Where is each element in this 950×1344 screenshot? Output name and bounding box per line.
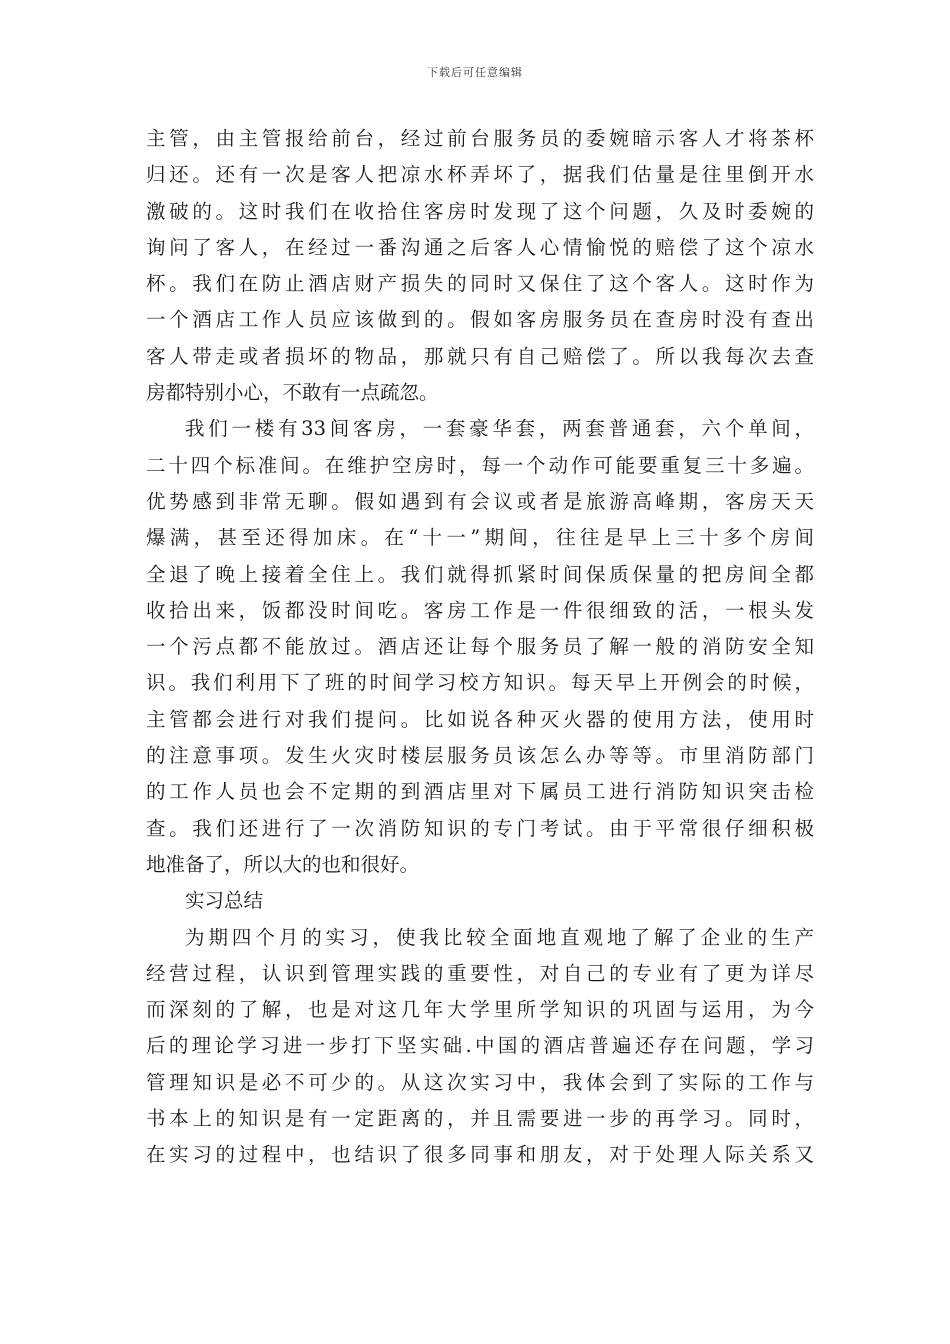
- text-line: 在实习的过程中，也结识了很多同事和朋友，对于处理人际关系又: [146, 1143, 814, 1167]
- text-line: 房都特别小心，不敢有一点疏忽。: [146, 381, 439, 405]
- text-line: 一个酒店工作人员应该做到的。假如客房服务员在查房时没有查出: [146, 308, 814, 332]
- text-line: 一个污点都不能放过。酒店还让每个服务员了解一般的消防安全知: [146, 635, 814, 659]
- text-line: 识。我们利用下了班的时间学习校方知识。每天早上开例会的时候，: [146, 671, 814, 695]
- text-line: 爆满，甚至还得加床。在“十一”期间，往往是早上三十多个房间: [146, 526, 814, 550]
- section-heading: 实习总结: [185, 889, 264, 913]
- header-note: 下载后可任意编辑: [427, 66, 523, 79]
- text-line: 为期四个月的实习，使我比较全面地直观地了解了企业的生产: [185, 925, 814, 949]
- text-line: 主管都会进行对我们提问。比如说各种灭火器的使用方法，使用时: [146, 707, 814, 731]
- text-line: 经营过程，认识到管理实践的重要性，对自己的专业有了更为详尽: [146, 961, 814, 985]
- text-line: 管理知识是必不可少的。从这次实习中，我体会到了实际的工作与: [146, 1070, 814, 1094]
- text-line: 优势感到非常无聊。假如遇到有会议或者是旅游高峰期，客房天天: [146, 489, 814, 513]
- text-line: 收拾出来，饭都没时间吃。客房工作是一件很细致的活，一根头发: [146, 598, 814, 622]
- document-body: [146, 121, 814, 1174]
- text-line: 询问了客人，在经过一番沟通之后客人心情愉悦的赔偿了这个凉水: [146, 235, 814, 259]
- text-line: 的注意事项。发生火灾时楼层服务员该怎么办等等。市里消防部门: [146, 744, 814, 768]
- text-line: 我们一楼有33间客房，一套豪华套，两套普通套，六个单间，: [185, 417, 814, 441]
- text-line: 杯。我们在防止酒店财产损失的同时又保住了这个客人。这时作为: [146, 272, 814, 296]
- text-line: 而深刻的了解，也是对这几年大学里所学知识的巩固与运用，为今: [146, 998, 814, 1022]
- text-line: 归还。还有一次是客人把凉水杯弄坏了，据我们估量是往里倒开水: [146, 163, 814, 187]
- text-line: 主管，由主管报给前台，经过前台服务员的委婉暗示客人才将茶杯: [146, 127, 814, 150]
- text-line: 激破的。这时我们在收拾住客房时发现了这个问题，久及时委婉的: [146, 199, 814, 223]
- text-line: 地准备了，所以大的也和很好。: [146, 852, 420, 876]
- text-line: 查。我们还进行了一次消防知识的专门考试。由于平常很仔细积极: [146, 816, 814, 840]
- text-line: 二十四个标准间。在维护空房时，每一个动作可能要重复三十多遍。: [146, 453, 814, 477]
- text-line: 全退了晚上接着全住上。我们就得抓紧时间保质保量的把房间全都: [146, 562, 814, 586]
- text-line: 书本上的知识是有一定距离的，并且需要进一步的再学习。同时，: [146, 1107, 814, 1131]
- text-line: 客人带走或者损坏的物品，那就只有自己赔偿了。所以我每次去查: [146, 344, 814, 368]
- text-line: 的工作人员也会不定期的到酒店里对下属员工进行消防知识突击检: [146, 780, 814, 804]
- text-line: 后的理论学习进一步打下坚实础.中国的酒店普遍还存在问题，学习: [146, 1034, 814, 1058]
